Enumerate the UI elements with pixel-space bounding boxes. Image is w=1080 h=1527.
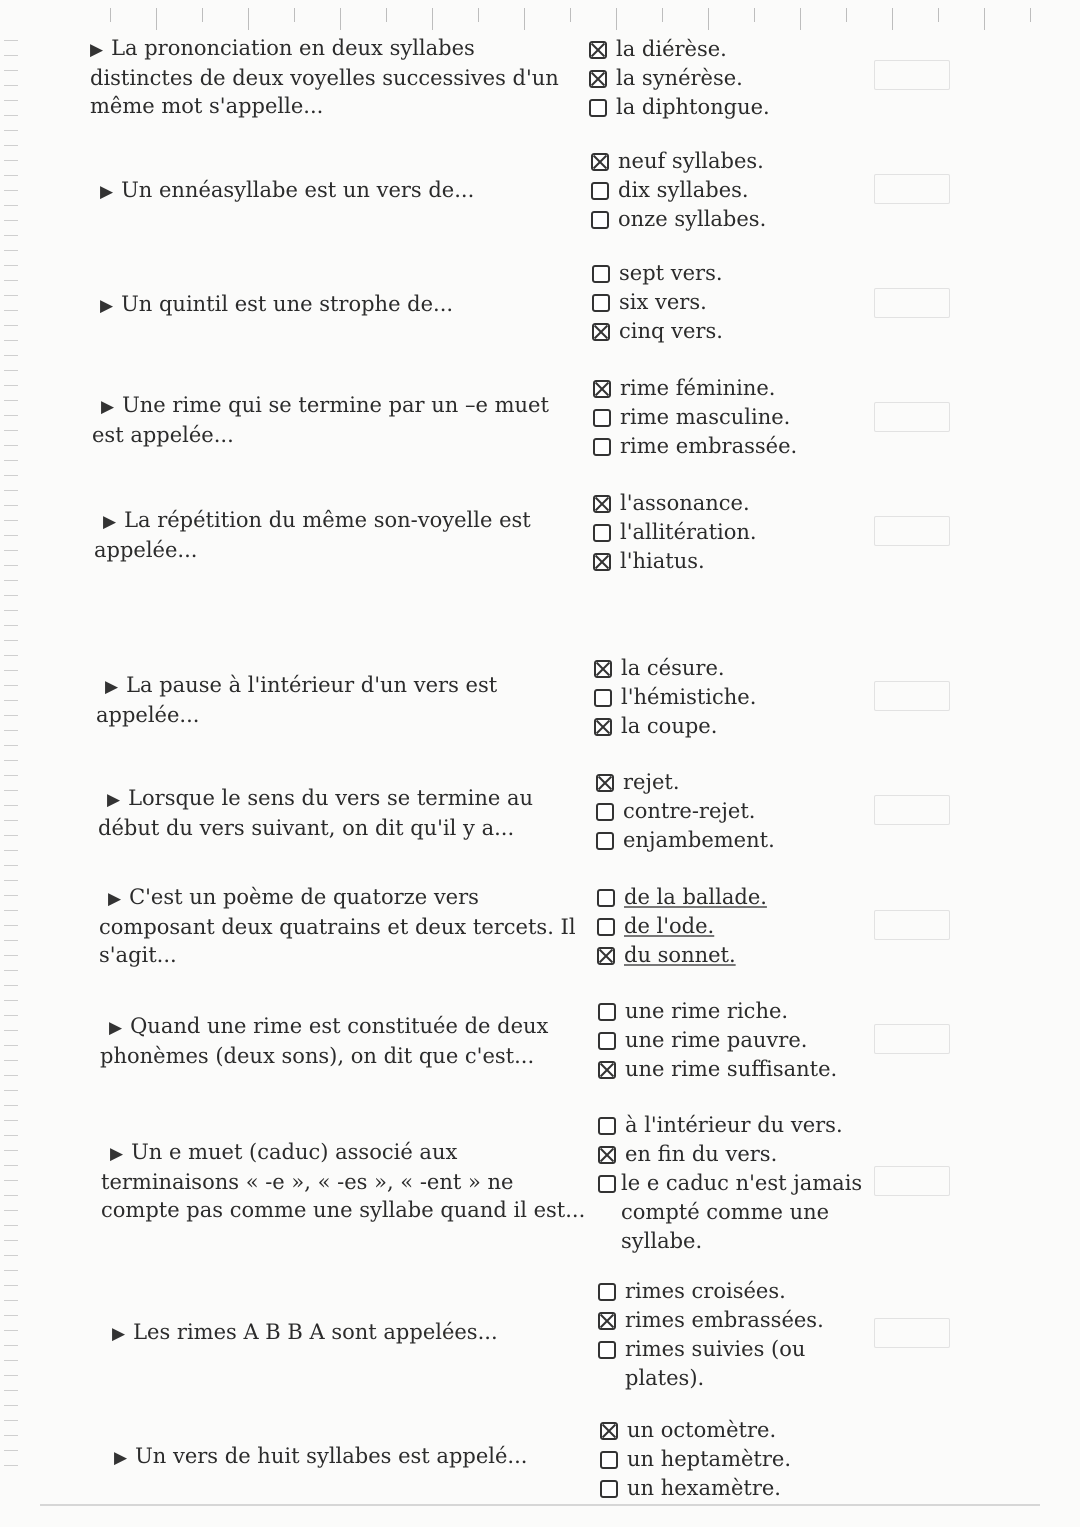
option-rime-féminine[interactable]	[593, 374, 797, 403]
option-label: l'assonance.	[620, 491, 750, 515]
option-label: neuf syllabes.	[618, 149, 764, 173]
checkbox-icon[interactable]	[593, 524, 611, 542]
ruler-tick	[4, 130, 18, 131]
ruler-tick	[4, 1330, 18, 1331]
ruler-tick	[4, 925, 18, 926]
ruler-tick	[4, 445, 18, 446]
checkbox-checked-icon[interactable]	[594, 718, 612, 736]
option-label: l'hémistiche.	[621, 685, 757, 709]
question-10	[101, 1138, 586, 1224]
ruler-tick	[4, 490, 18, 491]
arrow-icon: ▶	[100, 182, 114, 202]
option-césure[interactable]	[594, 654, 756, 683]
score-box	[874, 1166, 950, 1196]
option-rimes-embrassées[interactable]	[598, 1306, 838, 1335]
options-9	[598, 997, 837, 1084]
score-box	[874, 402, 950, 432]
ruler-tick	[4, 415, 18, 416]
ruler-tick	[4, 385, 18, 386]
option-label: rime embrassée.	[620, 434, 798, 458]
ruler-tick	[4, 1075, 18, 1076]
ruler-tick	[662, 8, 663, 22]
checkbox-icon[interactable]	[593, 438, 611, 456]
option-label: en fin du vers.	[625, 1142, 778, 1166]
ruler-tick	[4, 55, 18, 56]
option-label: à l'intérieur du vers.	[625, 1113, 843, 1137]
question-7	[98, 784, 534, 842]
ruler-tick	[4, 865, 18, 866]
checkbox-checked-icon[interactable]	[593, 380, 611, 398]
ruler-tick	[4, 1405, 18, 1406]
ruler-tick	[4, 610, 18, 611]
option-allitération[interactable]	[593, 518, 757, 547]
option-label: six vers.	[619, 290, 707, 314]
ruler-tick	[4, 370, 18, 371]
option-hexamètre[interactable]	[600, 1474, 791, 1503]
score-box	[874, 681, 950, 711]
question-text: début du vers suivant, on dit qu'il y a...	[98, 816, 515, 840]
checkbox-icon[interactable]	[591, 182, 609, 200]
checkbox-icon[interactable]	[589, 99, 607, 117]
option-neuf-syllabes[interactable]	[591, 147, 766, 176]
ruler-tick	[386, 8, 387, 22]
ruler-tick	[4, 475, 18, 476]
option-diérèse[interactable]	[589, 35, 770, 64]
ruler-tick	[984, 8, 985, 30]
ruler-tick	[4, 85, 18, 86]
checkbox-checked-icon[interactable]	[596, 774, 614, 792]
option-label: la diphtongue.	[616, 95, 770, 119]
score-box	[874, 795, 950, 825]
ruler-tick	[4, 205, 18, 206]
ruler-tick	[4, 1195, 18, 1196]
ruler-tick	[4, 775, 18, 776]
ruler-tick	[4, 1375, 18, 1376]
option-label: enjambement.	[623, 828, 775, 852]
ruler-tick	[4, 1150, 18, 1151]
ruler-tick	[4, 685, 18, 686]
ruler-tick	[4, 1345, 18, 1346]
ruler-tick	[4, 1090, 18, 1091]
ruler-tick	[4, 280, 18, 281]
bottom-edge	[40, 1504, 1040, 1506]
options-3	[592, 259, 723, 346]
option-fin-du-vers[interactable]	[598, 1140, 880, 1169]
ruler-tick	[4, 400, 18, 401]
ruler-tick	[4, 910, 18, 911]
ruler-tick	[4, 970, 18, 971]
ruler-tick	[4, 295, 18, 296]
option-label: un octomètre.	[627, 1418, 777, 1442]
ruler-tick	[4, 265, 18, 266]
ruler-tick	[4, 1435, 18, 1436]
ruler-tick	[340, 8, 341, 30]
question-9	[100, 1012, 549, 1070]
options-11	[598, 1277, 838, 1393]
checkbox-checked-icon[interactable]	[598, 1146, 616, 1164]
score-box	[874, 1024, 950, 1054]
question-4	[92, 391, 549, 449]
score-box	[874, 516, 950, 546]
score-box	[874, 1318, 950, 1348]
option-label: l'allitération.	[620, 520, 757, 544]
question-text: composant deux quatrains et deux tercets. Il	[99, 915, 576, 939]
arrow-icon: ▶	[105, 677, 119, 697]
options-12	[600, 1416, 791, 1503]
ruler-tick	[4, 940, 18, 941]
option-label: rimes croisées.	[625, 1279, 786, 1303]
ruler-tick	[846, 8, 847, 22]
checkbox-checked-icon[interactable]	[592, 323, 610, 341]
ruler-tick	[4, 1315, 18, 1316]
ruler-tick	[4, 1390, 18, 1391]
question-6	[96, 671, 498, 729]
option-label: le e caduc n'est jamais compté comme une syllabe.	[621, 1171, 863, 1253]
ruler-tick	[4, 505, 18, 506]
checkbox-icon[interactable]	[598, 1003, 616, 1021]
option-label: rejet.	[623, 770, 680, 794]
ruler-tick	[4, 655, 18, 656]
ruler-tick	[4, 955, 18, 956]
left-ruler	[0, 40, 28, 1480]
option-sonnet[interactable]	[597, 941, 767, 970]
question-text: s'agit...	[99, 943, 177, 967]
option-label: un hexamètre.	[627, 1476, 781, 1500]
ruler-tick	[4, 100, 18, 101]
ruler-tick	[616, 8, 617, 30]
checkbox-icon[interactable]	[598, 1283, 616, 1301]
question-text: phonèmes (deux sons), on dit que c'est...	[100, 1044, 535, 1068]
ruler-tick	[4, 805, 18, 806]
ruler-tick	[4, 700, 18, 701]
option-diphtongue[interactable]	[589, 93, 770, 122]
arrow-icon: ▶	[114, 1448, 128, 1468]
option-intérieur-du-vers[interactable]	[598, 1111, 880, 1140]
option-contre-rejet[interactable]	[596, 797, 775, 826]
checkbox-icon[interactable]	[600, 1451, 618, 1469]
ruler-tick	[754, 8, 755, 22]
ruler-tick	[4, 310, 18, 311]
options-5	[593, 489, 757, 576]
checkbox-icon[interactable]	[598, 1032, 616, 1050]
arrow-icon: ▶	[107, 790, 121, 810]
ruler-tick	[4, 850, 18, 851]
question-text: Une rime qui se termine par un –e muet	[122, 393, 549, 417]
ruler-tick	[4, 1465, 18, 1466]
ruler-tick	[294, 8, 295, 22]
ruler-tick	[570, 8, 571, 22]
ruler-tick	[4, 1165, 18, 1166]
options-10	[598, 1111, 880, 1256]
ruler-tick	[4, 1120, 18, 1121]
checkbox-checked-icon[interactable]	[597, 947, 615, 965]
question-12	[114, 1442, 527, 1472]
question-text: Lorsque le sens du vers se termine au	[128, 786, 534, 810]
option-rejet[interactable]	[596, 768, 775, 797]
question-1	[90, 34, 559, 120]
ruler-tick	[4, 145, 18, 146]
checkbox-icon[interactable]	[592, 294, 610, 312]
option-cinq-vers[interactable]	[592, 317, 723, 346]
ruler-tick	[4, 520, 18, 521]
ruler-tick	[4, 835, 18, 836]
ruler-tick	[4, 820, 18, 821]
option-label: une rime riche.	[625, 999, 789, 1023]
ruler-tick	[4, 115, 18, 116]
checkbox-checked-icon[interactable]	[598, 1061, 616, 1079]
question-text: compte pas comme une syllabe quand il est...	[101, 1198, 586, 1222]
ruler-tick	[4, 1420, 18, 1421]
ruler-tick	[4, 550, 18, 551]
score-box	[874, 60, 950, 90]
ruler-tick	[4, 160, 18, 161]
options-1	[589, 35, 770, 122]
option-synérèse[interactable]	[589, 64, 770, 93]
question-text: distinctes de deux voyelles successives d'un	[90, 66, 559, 90]
question-3	[100, 290, 453, 320]
question-text: appelée...	[94, 538, 198, 562]
option-rime-masculine[interactable]	[593, 403, 797, 432]
arrow-icon: ▶	[112, 1324, 126, 1344]
option-ballade[interactable]	[597, 883, 767, 912]
ruler-tick	[4, 895, 18, 896]
ruler-tick	[4, 1360, 18, 1361]
checkbox-icon[interactable]	[596, 832, 614, 850]
ruler-tick	[4, 625, 18, 626]
option-label: la césure.	[621, 656, 725, 680]
option-label: la synérèse.	[616, 66, 743, 90]
ruler-tick	[4, 1240, 18, 1241]
option-label: de la ballade.	[624, 885, 767, 909]
ruler-tick	[156, 8, 157, 30]
ruler-tick	[4, 1285, 18, 1286]
ruler-tick	[4, 1210, 18, 1211]
question-text: Un quintil est une strophe de...	[121, 292, 454, 316]
option-label: du sonnet.	[624, 943, 736, 967]
checkbox-checked-icon[interactable]	[589, 41, 607, 59]
option-label: dix syllabes.	[618, 178, 749, 202]
ruler-tick	[4, 535, 18, 536]
ruler-tick	[892, 8, 893, 30]
option-rime-pauvre[interactable]	[598, 1026, 837, 1055]
checkbox-icon[interactable]	[596, 803, 614, 821]
ruler-tick	[708, 8, 709, 30]
checkbox-checked-icon[interactable]	[600, 1422, 618, 1440]
ruler-tick	[4, 1060, 18, 1061]
ruler-tick	[4, 985, 18, 986]
option-six-vers[interactable]	[592, 288, 723, 317]
ruler-tick	[4, 70, 18, 71]
arrow-icon: ▶	[109, 1018, 123, 1038]
options-6	[594, 654, 756, 741]
ruler-tick	[4, 1045, 18, 1046]
option-label: un heptamètre.	[627, 1447, 792, 1471]
ruler-tick	[524, 8, 525, 30]
question-2	[100, 176, 474, 206]
ruler-tick	[110, 8, 111, 22]
arrow-icon: ▶	[110, 1144, 124, 1164]
option-rimes-croisées[interactable]	[598, 1277, 838, 1306]
ruler-tick	[4, 1180, 18, 1181]
ruler-tick	[938, 8, 939, 22]
ruler-tick	[4, 1255, 18, 1256]
checkbox-checked-icon[interactable]	[591, 153, 609, 171]
ruler-tick	[4, 745, 18, 746]
ruler-tick	[4, 670, 18, 671]
ruler-tick	[4, 1105, 18, 1106]
ruler-tick	[248, 8, 249, 30]
arrow-icon: ▶	[90, 40, 104, 60]
ruler-tick	[4, 190, 18, 191]
checkbox-icon[interactable]	[600, 1480, 618, 1498]
question-text: C'est un poème de quatorze vers	[129, 885, 479, 909]
option-label: une rime pauvre.	[625, 1028, 808, 1052]
checkbox-icon[interactable]	[593, 409, 611, 427]
option-rimes-suivies[interactable]	[598, 1335, 838, 1393]
checkbox-icon[interactable]	[598, 1341, 616, 1359]
question-text: même mot s'appelle...	[90, 94, 324, 118]
checkbox-checked-icon[interactable]	[593, 495, 611, 513]
ruler-tick	[4, 460, 18, 461]
ruler-tick	[4, 1135, 18, 1136]
option-label: rimes embrassées.	[625, 1308, 824, 1332]
option-label: cinq vers.	[619, 319, 723, 343]
question-text: terminaisons « -e », « -es », « -ent » ne	[101, 1170, 514, 1194]
option-label: rimes suivies (ou plates).	[625, 1337, 806, 1390]
ruler-tick	[4, 1300, 18, 1301]
question-text: Les rimes A B B A sont appelées...	[133, 1320, 498, 1344]
option-label: rime masculine.	[620, 405, 791, 429]
option-assonance[interactable]	[593, 489, 757, 518]
ruler-tick	[4, 1030, 18, 1031]
checkbox-icon[interactable]	[592, 265, 610, 283]
ruler-tick	[4, 220, 18, 221]
option-ode[interactable]	[597, 912, 767, 941]
ruler-tick	[4, 175, 18, 176]
option-label: contre-rejet.	[623, 799, 756, 823]
options-4	[593, 374, 797, 461]
checkbox-icon[interactable]	[594, 689, 612, 707]
ruler-tick	[4, 760, 18, 761]
ruler-tick	[4, 730, 18, 731]
option-heptamètre[interactable]	[600, 1445, 791, 1474]
ruler-tick	[4, 250, 18, 251]
ruler-tick	[4, 715, 18, 716]
arrow-icon: ▶	[100, 296, 114, 316]
option-enjambement[interactable]	[596, 826, 775, 855]
ruler-tick	[4, 565, 18, 566]
option-label: la coupe.	[621, 714, 718, 738]
option-coupe[interactable]	[594, 712, 756, 741]
ruler-tick	[4, 595, 18, 596]
question-text: La répétition du même son-voyelle est	[124, 508, 531, 532]
option-label: la diérèse.	[616, 37, 727, 61]
option-label: une rime suffisante.	[625, 1057, 838, 1081]
ruler-tick	[4, 1225, 18, 1226]
ruler-tick	[4, 40, 18, 41]
ruler-tick	[800, 8, 801, 30]
option-octomètre[interactable]	[600, 1416, 791, 1445]
checkbox-icon[interactable]	[597, 918, 615, 936]
score-box	[874, 288, 950, 318]
option-label: rime féminine.	[620, 376, 776, 400]
ruler-tick	[4, 880, 18, 881]
question-text: appelée...	[96, 703, 200, 727]
question-11	[112, 1318, 498, 1348]
option-hiatus[interactable]	[593, 547, 757, 576]
option-onze-syllabes[interactable]	[591, 205, 766, 234]
ruler-tick	[4, 580, 18, 581]
question-text: Un e muet (caduc) associé aux	[131, 1140, 458, 1164]
score-box	[874, 910, 950, 940]
ruler-tick	[4, 325, 18, 326]
checkbox-icon[interactable]	[598, 1117, 616, 1135]
option-label: sept vers.	[619, 261, 723, 285]
question-text: Quand une rime est constituée de deux	[130, 1014, 549, 1038]
ruler-tick	[4, 1450, 18, 1451]
ruler-tick	[4, 1000, 18, 1001]
option-rime-riche[interactable]	[598, 997, 837, 1026]
ruler-tick	[4, 235, 18, 236]
option-rime-embrassée[interactable]	[593, 432, 797, 461]
ruler-tick	[4, 355, 18, 356]
checkbox-icon[interactable]	[591, 211, 609, 229]
arrow-icon: ▶	[103, 512, 117, 532]
ruler-tick	[4, 640, 18, 641]
arrow-icon: ▶	[108, 889, 122, 909]
options-8	[597, 883, 767, 970]
options-7	[596, 768, 775, 855]
option-label: de l'ode.	[624, 914, 715, 938]
checkbox-icon[interactable]	[597, 889, 615, 907]
ruler-tick	[4, 1015, 18, 1016]
arrow-icon: ▶	[101, 397, 115, 417]
ruler-tick	[1030, 8, 1031, 22]
ruler-tick	[4, 790, 18, 791]
ruler-tick	[4, 1270, 18, 1271]
checkbox-checked-icon[interactable]	[598, 1312, 616, 1330]
option-rime-suffisante[interactable]	[598, 1055, 837, 1084]
checkbox-checked-icon[interactable]	[593, 553, 611, 571]
option-hémistiche[interactable]	[594, 683, 756, 712]
ruler-tick	[4, 340, 18, 341]
option-jamais-compté[interactable]	[598, 1169, 880, 1256]
checkbox-checked-icon[interactable]	[594, 660, 612, 678]
question-5	[94, 506, 531, 564]
options-2	[591, 147, 766, 234]
question-8	[99, 883, 576, 969]
option-dix-syllabes[interactable]	[591, 176, 766, 205]
ruler-tick	[432, 8, 433, 30]
score-box	[874, 174, 950, 204]
option-label: onze syllabes.	[618, 207, 767, 231]
checkbox-icon[interactable]	[598, 1175, 616, 1193]
question-text: Un vers de huit syllabes est appelé...	[135, 1444, 528, 1468]
ruler-tick	[478, 8, 479, 22]
option-sept-vers[interactable]	[592, 259, 723, 288]
ruler-tick	[202, 8, 203, 22]
ruler-tick	[4, 430, 18, 431]
option-label: l'hiatus.	[620, 549, 705, 573]
question-text: La pause à l'intérieur d'un vers est	[126, 673, 498, 697]
question-text: La prononciation en deux syllabes	[111, 36, 475, 60]
checkbox-checked-icon[interactable]	[589, 70, 607, 88]
question-text: est appelée...	[92, 423, 234, 447]
question-text: Un ennéasyllabe est un vers de...	[121, 178, 475, 202]
